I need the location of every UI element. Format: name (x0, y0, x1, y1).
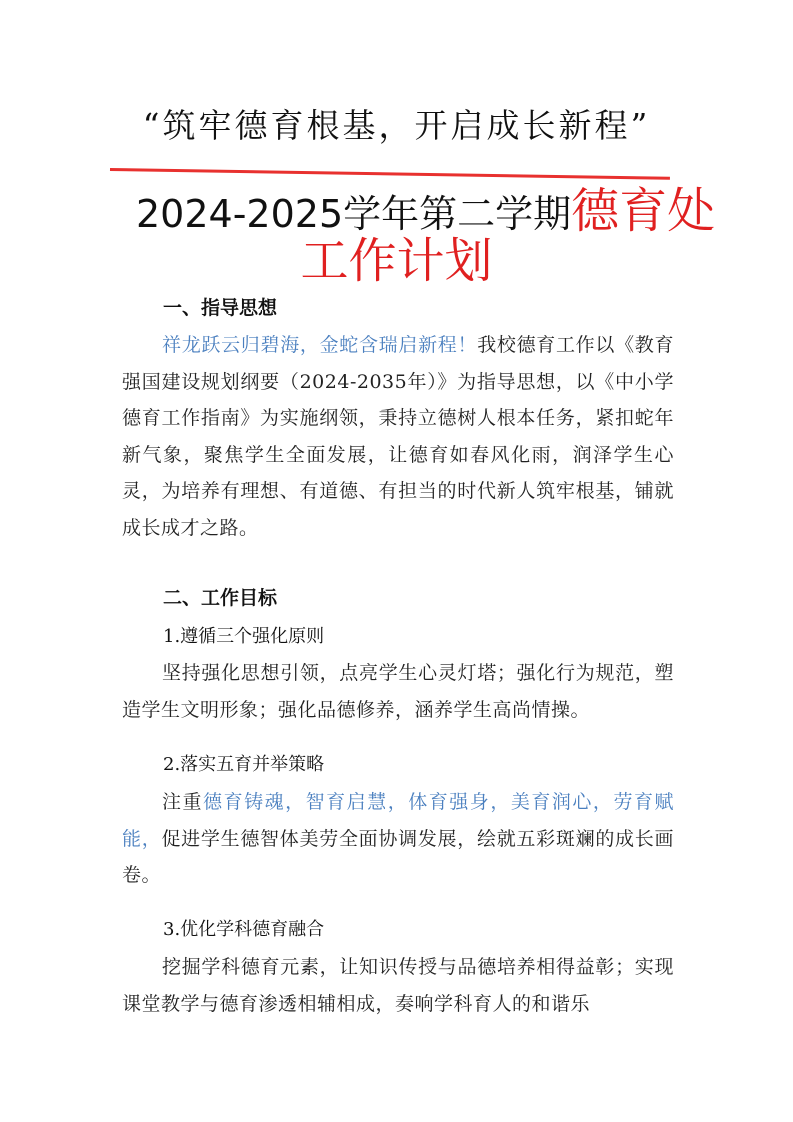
title-year: 2024-2025学年第二学期 (136, 192, 572, 236)
item1-heading: 1.遵循三个强化原则 (163, 626, 325, 647)
document-title-line2: 工作计划 (300, 233, 493, 289)
item3-heading: 3.优化学科德育融合 (163, 919, 325, 940)
slogan: “筑牢德育根基，开启成长新程” (142, 106, 651, 145)
item2-prefix: 注重 (162, 791, 204, 813)
section1-heading: 一、指导思想 (163, 297, 278, 319)
item2-heading: 2.落实五育并举策略 (163, 754, 325, 775)
item3-paragraph: 挖掘学科德育元素，让知识传授与品德培养相得益彰；实现课堂教学与德育渗透相辅相成，奏响学科育人的和谐乐 (122, 956, 674, 1015)
section2-heading: 二、工作目标 (163, 587, 278, 609)
item2-paragraph (122, 784, 674, 894)
item2-highlight: 德育铸魂，智育启慧，体育强身，美育润心，劳育赋能， (122, 791, 674, 850)
section1-text: 我校德育工作以《教育强国建设规划纲要（2024-2035年）》为指导思想，以《中小学德育工作指南》为实施纲领，秉持立德树人根本任务，紧扣蛇年新气象，聚焦学生全面发展，让德育如春风化雨，润泽学生心灵，为培养有理想、有道德、有担当的时代新人筑牢根基，铺就成长成才之路。 (122, 334, 674, 539)
section1-paragraph (122, 327, 674, 546)
item2-text: 促进学生德智体美劳全面协调发展，绘就五彩斑斓的成长画卷。 (122, 827, 674, 886)
title-department: 德育处 (571, 183, 716, 239)
item1-paragraph: 坚持强化思想引领，点亮学生心灵灯塔；强化行为规范，塑造学生文明形象；强化品德修养，涵养学生高尚情操。 (122, 662, 674, 721)
section1-highlight: 祥龙跃云归碧海，金蛇含瑞启新程！ (162, 334, 478, 356)
